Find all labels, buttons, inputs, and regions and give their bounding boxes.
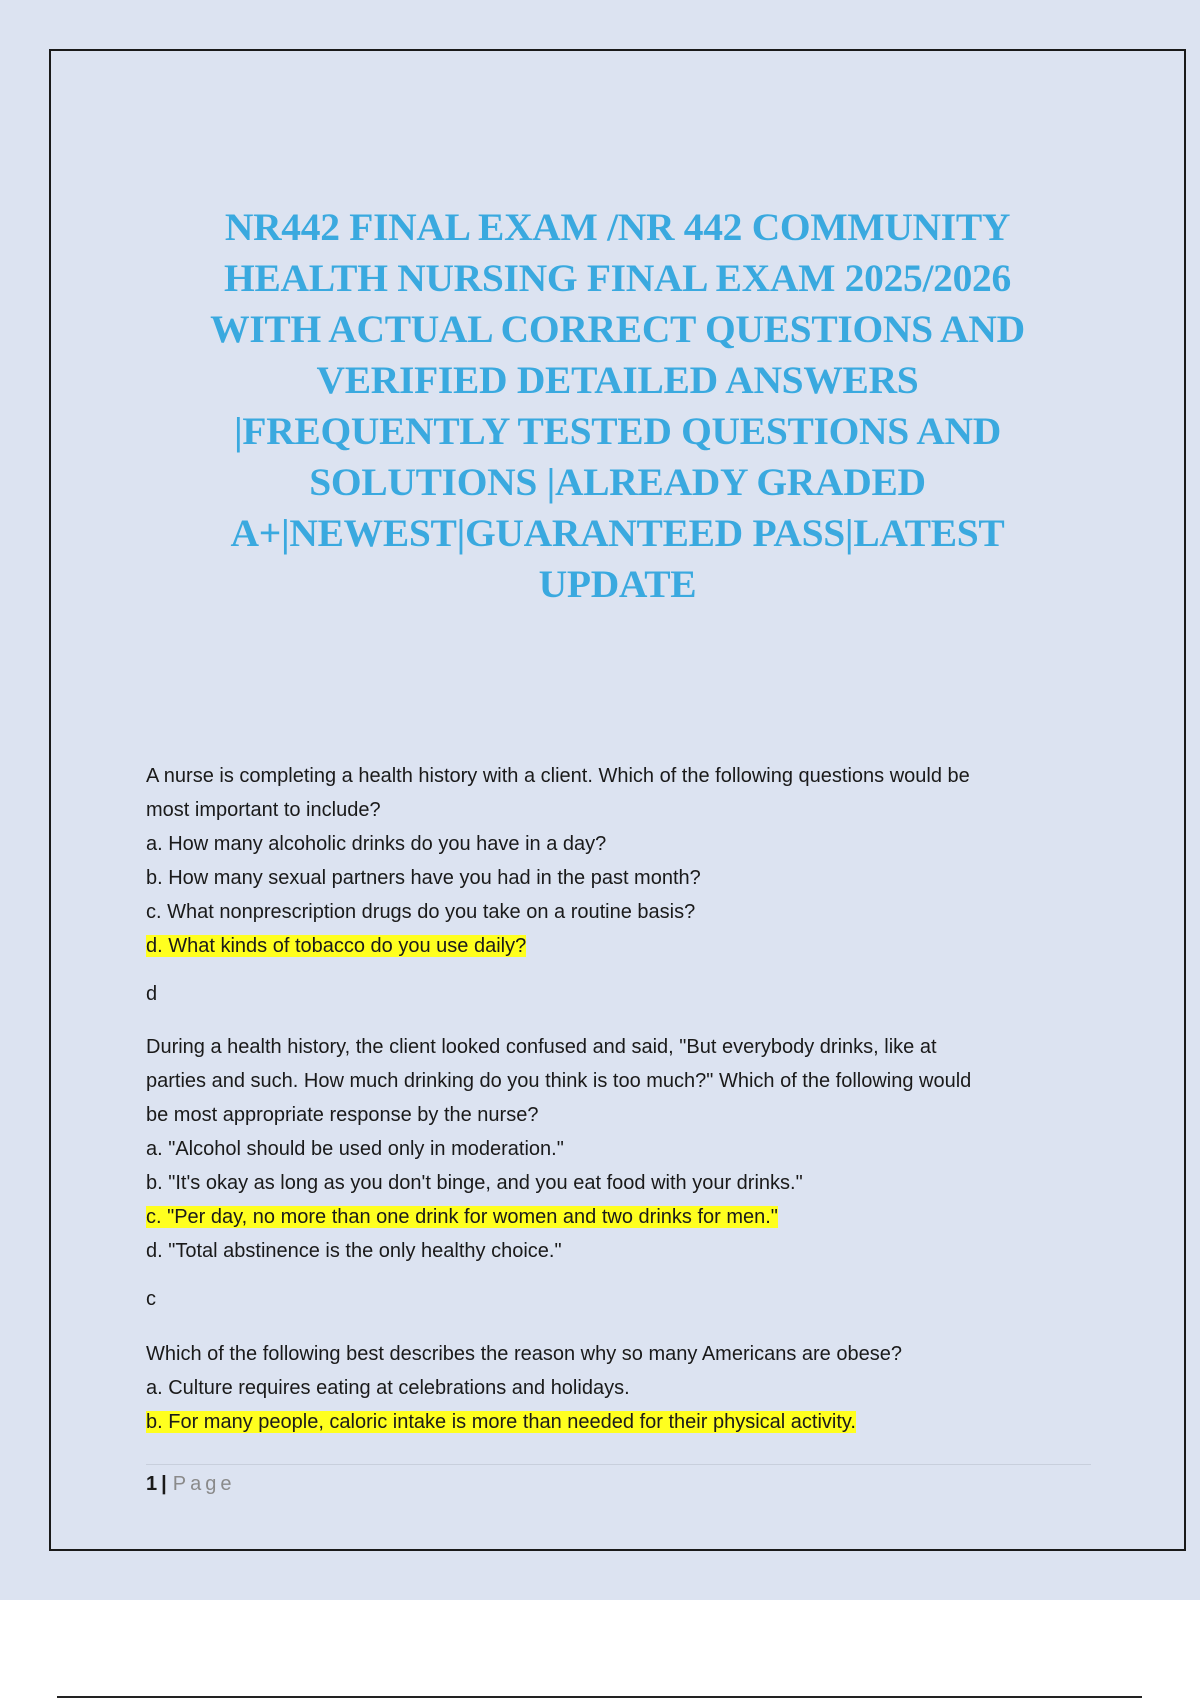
title-line: A+|NEWEST|GUARANTEED PASS|LATEST xyxy=(230,511,1005,555)
highlighted-correct-option: b. For many people, caloric intake is more than needed for their physical activity. xyxy=(146,1411,856,1433)
question-stem-line: parties and such. How much drinking do you think is too much?" Which of the following would xyxy=(146,1070,972,1092)
footer-separator: | xyxy=(161,1473,167,1495)
footer-divider xyxy=(146,1464,1091,1465)
question-block-1 xyxy=(146,759,1096,1011)
answer-option: b. "It's okay as long as you don't binge, and you eat food with your drinks." xyxy=(146,1172,803,1194)
answer-key: c xyxy=(146,1288,156,1310)
answer-key: d xyxy=(146,983,158,1005)
question-stem-line: most important to include? xyxy=(146,799,381,821)
answer-option: a. "Alcohol should be used only in moderation." xyxy=(146,1138,564,1160)
answer-option: a. How many alcoholic drinks do you have in a day? xyxy=(146,833,607,855)
title-line: WITH ACTUAL CORRECT QUESTIONS AND xyxy=(210,307,1025,351)
question-stem-line: During a health history, the client looked confused and said, "But everybody drinks, like at xyxy=(146,1036,937,1058)
bottom-divider xyxy=(57,1696,1142,1698)
answer-option: b. How many sexual partners have you had in the past month? xyxy=(146,867,701,889)
title-line: NR442 FINAL EXAM /NR 442 COMMUNITY xyxy=(224,205,1011,249)
page-number: 1 xyxy=(146,1473,158,1495)
page-label: Page xyxy=(172,1473,236,1495)
title-line: |FREQUENTLY TESTED QUESTIONS AND xyxy=(233,409,1002,453)
title-line: SOLUTIONS |ALREADY GRADED xyxy=(309,460,926,504)
highlighted-correct-option: c. "Per day, no more than one drink for women and two drinks for men." xyxy=(146,1206,778,1228)
answer-option: d. "Total abstinence is the only healthy choice." xyxy=(146,1240,562,1262)
question-block-2 xyxy=(146,1030,1096,1316)
highlighted-correct-option: d. What kinds of tobacco do you use daily? xyxy=(146,935,527,957)
answer-option: a. Culture requires eating at celebrations and holidays. xyxy=(146,1377,630,1399)
document-title xyxy=(130,202,1105,610)
page-footer xyxy=(146,1470,235,1498)
question-block-3 xyxy=(146,1337,1096,1439)
title-line: VERIFIED DETAILED ANSWERS xyxy=(316,358,919,402)
title-line: UPDATE xyxy=(538,562,697,606)
title-line: HEALTH NURSING FINAL EXAM 2025/2026 xyxy=(224,256,1011,300)
question-stem-line: A nurse is completing a health history with a client. Which of the following questions would be xyxy=(146,765,970,787)
answer-option: c. What nonprescription drugs do you take on a routine basis? xyxy=(146,901,696,923)
question-stem-line: be most appropriate response by the nurse? xyxy=(146,1104,539,1126)
question-stem-line: Which of the following best describes the reason why so many Americans are obese? xyxy=(146,1343,902,1365)
